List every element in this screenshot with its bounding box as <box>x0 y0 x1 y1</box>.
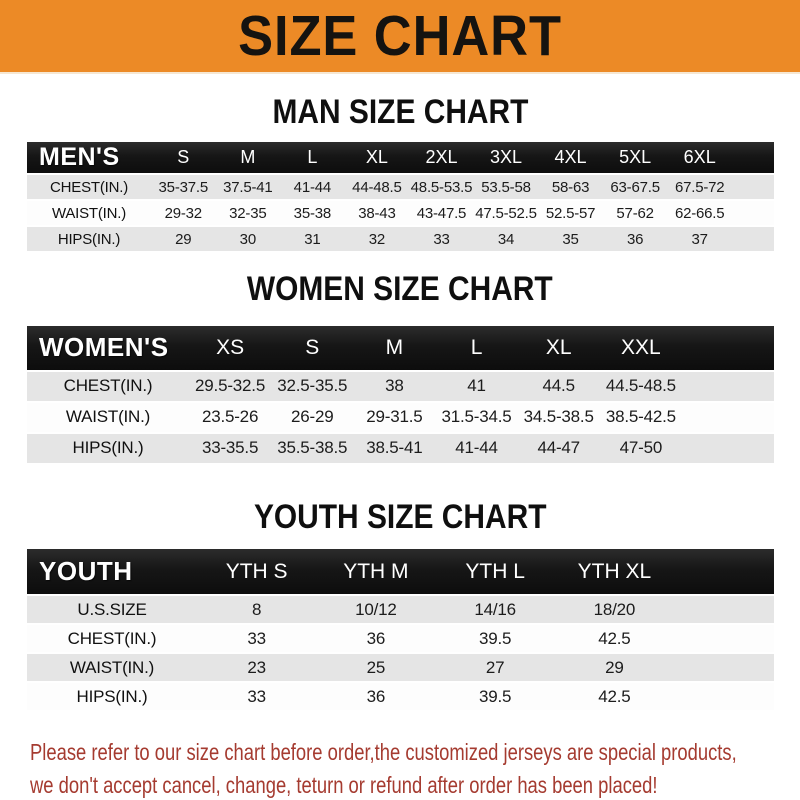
size-cell: 10/12 <box>316 596 435 625</box>
table-row <box>27 201 774 227</box>
row-filler <box>682 403 774 434</box>
column-header: YTH XL <box>555 549 674 596</box>
size-cell: 29-31.5 <box>353 403 435 434</box>
size-cell: 34 <box>474 227 539 253</box>
youth-section-title <box>0 499 800 536</box>
men-section-title <box>0 94 800 131</box>
men-size-chart-section <box>0 94 800 253</box>
row-filler <box>682 434 774 465</box>
size-cell: 32 <box>345 227 410 253</box>
row-label: U.S.SIZE <box>27 596 197 625</box>
table-body <box>27 596 774 712</box>
column-header: 2XL <box>409 142 474 175</box>
table-body <box>27 372 774 465</box>
size-cell: 23 <box>197 654 316 683</box>
youth-size-table <box>27 549 774 712</box>
table-row <box>27 227 774 253</box>
size-cell: 29 <box>555 654 674 683</box>
column-header: YTH M <box>316 549 435 596</box>
row-filler <box>732 201 774 227</box>
size-cell: 44-47 <box>518 434 600 465</box>
size-cell: 38-43 <box>345 201 410 227</box>
row-label: HIPS(IN.) <box>27 227 151 253</box>
size-cell: 33 <box>409 227 474 253</box>
table-header-row <box>27 549 774 596</box>
size-cell: 18/20 <box>555 596 674 625</box>
column-header: M <box>353 326 435 372</box>
row-filler <box>674 625 774 654</box>
size-cell: 25 <box>316 654 435 683</box>
column-header: YTH S <box>197 549 316 596</box>
row-label: CHEST(IN.) <box>27 372 189 403</box>
size-cell: 33 <box>197 683 316 712</box>
size-cell: 41-44 <box>435 434 517 465</box>
size-cell: 38.5-41 <box>353 434 435 465</box>
size-cell: 33 <box>197 625 316 654</box>
size-cell: 44.5-48.5 <box>600 372 682 403</box>
table-row <box>27 434 774 465</box>
size-cell: 44.5 <box>518 372 600 403</box>
column-header: 3XL <box>474 142 539 175</box>
row-filler <box>732 175 774 201</box>
size-cell: 42.5 <box>555 625 674 654</box>
table-group-label: YOUTH <box>27 549 197 596</box>
size-cell: 38 <box>353 372 435 403</box>
size-cell: 29-32 <box>151 201 216 227</box>
table-row <box>27 372 774 403</box>
row-filler <box>674 596 774 625</box>
column-header: 4XL <box>538 142 603 175</box>
table-header-row <box>27 326 774 372</box>
size-cell: 36 <box>316 625 435 654</box>
size-cell: 35-37.5 <box>151 175 216 201</box>
size-cell: 37 <box>667 227 732 253</box>
table-row <box>27 683 774 712</box>
banner-title <box>224 3 576 68</box>
column-header: S <box>271 326 353 372</box>
table-row <box>27 403 774 434</box>
youth-section-title-text: YOUTH SIZE CHART <box>253 497 547 536</box>
order-note-line-2: we don't accept cancel, change, teturn or refund after order has been placed! <box>30 772 658 799</box>
size-cell: 57-62 <box>603 201 668 227</box>
header-filler <box>674 549 774 596</box>
size-cell: 27 <box>436 654 555 683</box>
row-label: HIPS(IN.) <box>27 434 189 465</box>
row-label: CHEST(IN.) <box>27 175 151 201</box>
column-header: L <box>435 326 517 372</box>
banner <box>0 0 800 74</box>
table-row <box>27 654 774 683</box>
size-cell: 29 <box>151 227 216 253</box>
column-header: M <box>216 142 281 175</box>
row-label: HIPS(IN.) <box>27 683 197 712</box>
row-filler <box>732 227 774 253</box>
size-cell: 34.5-38.5 <box>518 403 600 434</box>
column-header: XS <box>189 326 271 372</box>
women-size-table <box>27 326 774 465</box>
table-row <box>27 596 774 625</box>
banner-title-text: SIZE CHART <box>238 3 562 68</box>
size-cell: 35-38 <box>280 201 345 227</box>
row-filler <box>674 654 774 683</box>
column-header: 5XL <box>603 142 668 175</box>
row-filler <box>674 683 774 712</box>
size-cell: 53.5-58 <box>474 175 539 201</box>
table-header <box>27 549 774 596</box>
size-cell: 39.5 <box>436 683 555 712</box>
size-cell: 32.5-35.5 <box>271 372 353 403</box>
row-label: CHEST(IN.) <box>27 625 197 654</box>
row-label: WAIST(IN.) <box>27 403 189 434</box>
table-group-label: MEN'S <box>27 142 151 175</box>
column-header: L <box>280 142 345 175</box>
column-header: 6XL <box>667 142 732 175</box>
table-group-label: WOMEN'S <box>27 326 189 372</box>
size-cell: 58-63 <box>538 175 603 201</box>
size-cell: 35 <box>538 227 603 253</box>
table-body <box>27 175 774 253</box>
women-size-chart-section <box>0 271 800 464</box>
column-header: S <box>151 142 216 175</box>
column-header: XL <box>345 142 410 175</box>
table-header <box>27 142 774 175</box>
size-cell: 37.5-41 <box>216 175 281 201</box>
size-cell: 30 <box>216 227 281 253</box>
size-cell: 36 <box>316 683 435 712</box>
size-cell: 44-48.5 <box>345 175 410 201</box>
size-cell: 43-47.5 <box>409 201 474 227</box>
size-cell: 62-66.5 <box>667 201 732 227</box>
size-cell: 29.5-32.5 <box>189 372 271 403</box>
table-header-row <box>27 142 774 175</box>
size-cell: 31 <box>280 227 345 253</box>
size-cell: 39.5 <box>436 625 555 654</box>
size-cell: 32-35 <box>216 201 281 227</box>
order-note-line-1: Please refer to our size chart before order,the customized jerseys are special products, <box>30 739 737 766</box>
column-header: YTH L <box>436 549 555 596</box>
column-header: XL <box>518 326 600 372</box>
men-size-table <box>27 142 774 253</box>
size-cell: 38.5-42.5 <box>600 403 682 434</box>
header-filler <box>682 326 774 372</box>
row-label: WAIST(IN.) <box>27 201 151 227</box>
row-filler <box>682 372 774 403</box>
size-cell: 14/16 <box>436 596 555 625</box>
men-section-title-text: MAN SIZE CHART <box>272 93 528 131</box>
table-row <box>27 175 774 201</box>
order-note <box>30 736 800 800</box>
header-filler <box>732 142 774 175</box>
size-cell: 48.5-53.5 <box>409 175 474 201</box>
size-cell: 63-67.5 <box>603 175 668 201</box>
column-header: XXL <box>600 326 682 372</box>
size-cell: 42.5 <box>555 683 674 712</box>
size-cell: 41 <box>435 372 517 403</box>
size-cell: 41-44 <box>280 175 345 201</box>
size-cell: 36 <box>603 227 668 253</box>
size-cell: 47.5-52.5 <box>474 201 539 227</box>
size-cell: 67.5-72 <box>667 175 732 201</box>
table-header <box>27 326 774 372</box>
table-row <box>27 625 774 654</box>
size-cell: 52.5-57 <box>538 201 603 227</box>
women-section-title <box>0 271 800 308</box>
size-cell: 33-35.5 <box>189 434 271 465</box>
size-cell: 26-29 <box>271 403 353 434</box>
size-cell: 47-50 <box>600 434 682 465</box>
size-cell: 31.5-34.5 <box>435 403 517 434</box>
size-cell: 35.5-38.5 <box>271 434 353 465</box>
youth-size-chart-section <box>0 499 800 712</box>
row-label: WAIST(IN.) <box>27 654 197 683</box>
size-cell: 23.5-26 <box>189 403 271 434</box>
women-section-title-text: WOMEN SIZE CHART <box>247 270 553 309</box>
size-cell: 8 <box>197 596 316 625</box>
